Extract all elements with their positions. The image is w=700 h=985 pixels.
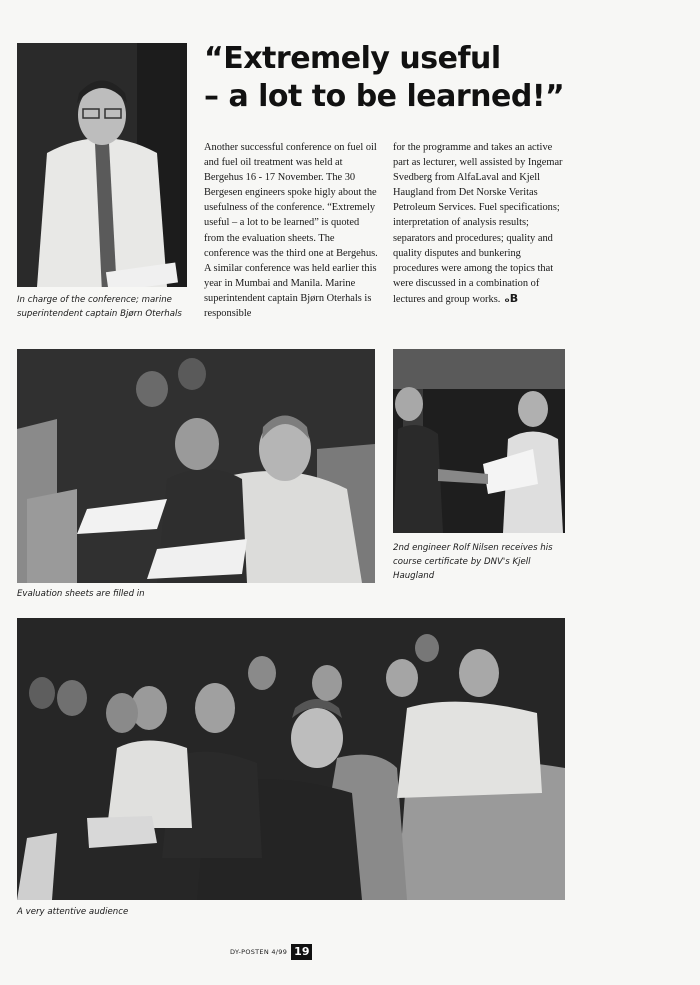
caption-photo-1: In charge of the conference; marine superintendent captain Bjørn Oterhals xyxy=(17,295,182,319)
article-headline xyxy=(204,40,664,116)
headline-line-2: – a lot to be learned!” xyxy=(204,79,565,114)
article-column-2 xyxy=(393,140,569,307)
end-mark-logo-icon: ₒB xyxy=(504,291,519,305)
page-number: 19 xyxy=(291,944,312,960)
photo-illustration xyxy=(17,349,375,583)
photo-conference-leader xyxy=(17,43,187,287)
caption-photo-4: A very attentive audience xyxy=(17,907,129,917)
magazine-issue: DY-POSTEN 4/99 xyxy=(230,948,288,956)
headline-line-1: “Extremely useful xyxy=(204,41,501,76)
photo-illustration xyxy=(17,43,187,287)
photo-illustration xyxy=(393,349,565,533)
caption-photo-3: 2nd engineer Rolf Nilsen receives his course certificate by DNV's Kjell Haugland xyxy=(393,543,553,581)
photo-illustration xyxy=(17,618,565,900)
page-footer xyxy=(230,944,312,960)
photo-certificate-handover xyxy=(393,349,565,533)
photo-attentive-audience xyxy=(17,618,565,900)
photo-evaluation-sheets xyxy=(17,349,375,583)
article-column-1: Another successful conference on fuel oil and fuel oil treatment was held at Bergehus 16 - 17 November. The 30 Bergesen engineers spoke higly about the usefulness of the conference. “Extremely useful – a lot to be learned” is quoted from the evaluation sheets. The conference was the third one at Bergehus. A similar conference was held earlier this year in Mumbai and Manila. Marine superintendent captain Bjørn Oterhals is responsible xyxy=(204,142,378,320)
caption-photo-2: Evaluation sheets are filled in xyxy=(17,589,145,599)
article-column-2-text: for the programme and takes an active part as lecturer, well assisted by Ingemar Svedberg from AlfaLaval and Kjell Haugland from Det Norske Veritas Petroleum Services. Fuel specifications; interpretation of analysis results; separators and procedures; quality and quality disputes and bunkering procedures were among the topics that were discussed in a combination of lectures and group works. xyxy=(393,142,563,305)
